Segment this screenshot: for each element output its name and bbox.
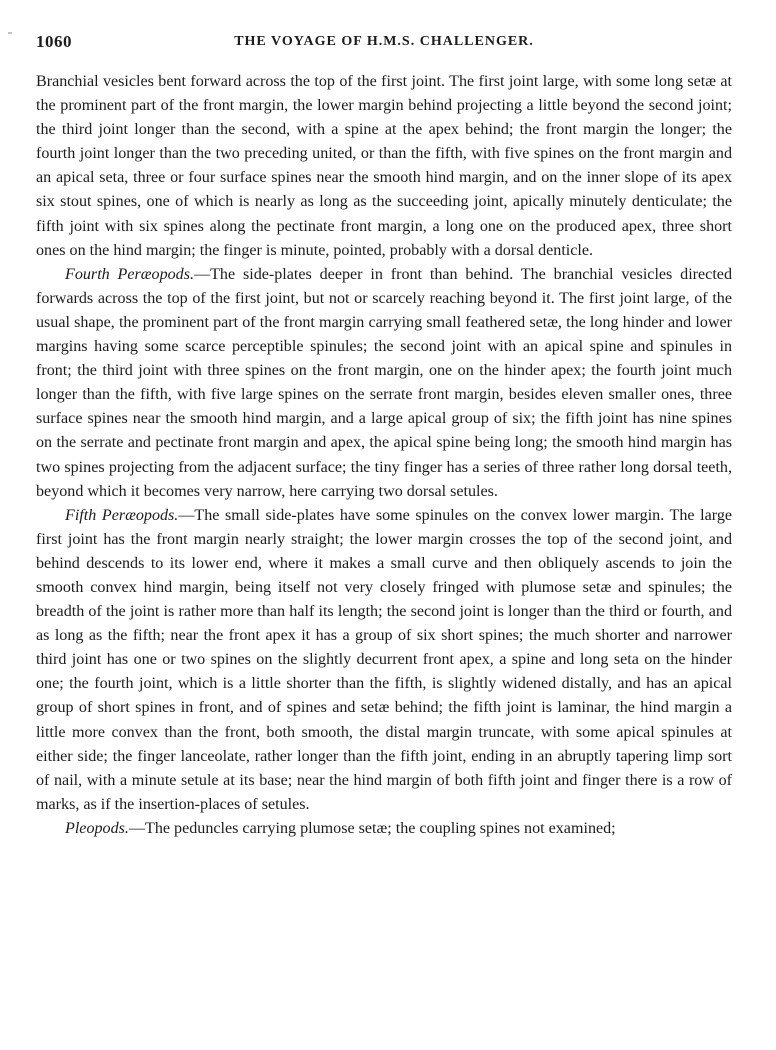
paragraph-text: —The peduncles carrying plumose setæ; the coupling spines not examined; <box>128 819 616 837</box>
paragraph-fourth-peraeopods <box>36 263 732 504</box>
section-heading-fourth-peraeopods: Fourth Peræopods. <box>65 265 194 283</box>
running-title: THE VOYAGE OF H.M.S. CHALLENGER. <box>234 34 534 49</box>
paragraph-pleopods <box>36 817 732 841</box>
paragraph-continuation <box>36 70 732 263</box>
paragraph-fifth-peraeopods <box>36 504 732 817</box>
document-page <box>36 30 732 841</box>
section-heading-pleopods: Pleopods. <box>65 819 129 837</box>
running-head <box>36 30 732 60</box>
section-heading-fifth-peraeopods: Fifth Peræopods. <box>65 506 179 524</box>
scan-speck <box>8 32 12 34</box>
body-text <box>36 70 732 841</box>
paragraph-text: Branchial vesicles bent forward across the top of the first joint. The first joint large, with some long setæ at the prominent part of the front margin, the lower margin behind projecting a little beyond the second joint; the third joint longer than the second, with a spine at the apex behind; the front margin the longer; the fourth joint longer than the two preceding united, or than the fifth, with five spines on the front margin and an apical seta, three or four surface spines near the smooth hind margin, and on the inner slope of its apex six stout spines, one of which is nearly as long as the succeeding joint, apically minutely denticulate; the fifth joint with six spines along the pectinate front margin, a long one on the produced apex, three short ones on the hind margin; the finger is minute, pointed, probably with a dorsal denticle. <box>36 73 732 259</box>
paragraph-text: —The side-plates deeper in front than behind. The branchial vesicles directed forwards across the top of the first joint, but not or scarcely reaching beyond it. The first joint large, of the usual shape, the prominent part of the front margin carrying small feathered setæ, the long hinder and lower margins having some scarce perceptible spinules; the second joint with an apical spine and spinules in front; the third joint with three spines on the front margin, one on the hinder apex; the fourth joint much longer than the fifth, with five large spines on the serrate front margin, besides eleven smaller ones, three surface spines near the smooth hind margin, and a large apical group of six; the fifth joint has nine spines on the serrate and pectinate front margin and apex, the apical spine being long; the smooth hind margin has two spines projecting from the adjacent surface; the tiny finger has a series of three rather long dorsal teeth, beyond which it becomes very narrow, here carrying two dorsal setules. <box>36 265 732 500</box>
paragraph-text: —The small side-plates have some spinules on the convex lower margin. The large first joint has the front margin nearly straight; the lower margin crosses the top of the second joint, and behind descends to its lower end, where it makes a small curve and then obliquely ascends to join the smooth convex hind margin, being itself not very closely fringed with plumose setæ and spinules; the breadth of the joint is rather more than half its length; the second joint is longer than the third or fourth, and as long as the fifth; near the front apex it has a group of six short spines; the much shorter and narrower third joint has one or two spines on the slightly decurrent front apex, a spine and long seta on the hinder one; the fourth joint, which is a little shorter than the fifth, is slightly widened distally, and has an apical group of short spines in front, and of spines and setæ behind; the fifth joint is laminar, the hind margin a little more convex than the front, both smooth, the distal margin truncate, with some apical spinules at either side; the finger lanceolate, rather longer than the fifth joint, ending in an abruptly tapering limp sort of nail, with a minute setule at its base; near the hind margin of both fifth joint and finger there is a row of marks, as if the insertion-places of setules. <box>36 506 733 813</box>
page-number: 1060 <box>36 32 72 51</box>
